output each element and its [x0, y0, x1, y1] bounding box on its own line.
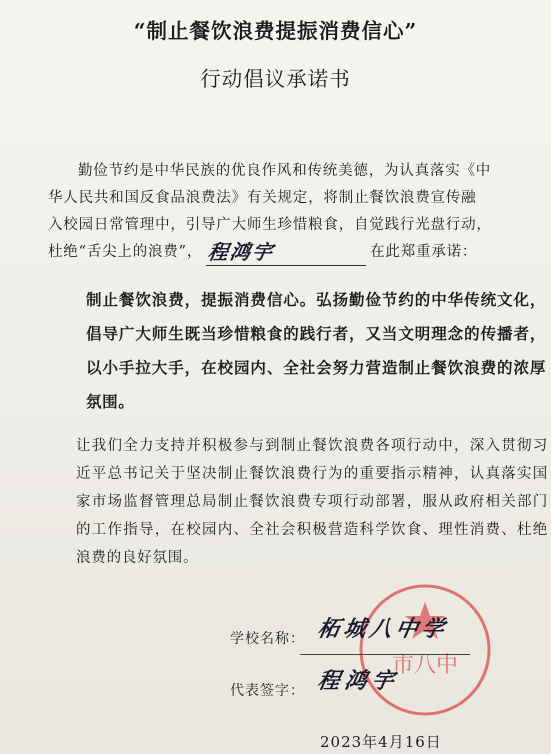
intro-line-2: 华人民共和国反食品浪费法》有关规定，将制止餐饮浪费宣传融: [48, 190, 477, 206]
representative-signature: 程鸿宇: [315, 668, 402, 694]
intro-line-1: 勤俭节约是中华民族的优良作风和传统美德，为认真落实《中: [78, 163, 492, 179]
intro-line-3: 入校园日常管理中，引导广大师生珍惜粮食，自觉践行光盘行动，: [48, 217, 492, 233]
representative-signature-label: 代表签字：: [230, 683, 305, 699]
document-date: 2023年4月16日: [320, 733, 442, 751]
intro-paragraph: [48, 158, 518, 266]
inline-handwritten-signature: 程鸿宇: [206, 240, 277, 264]
intro-line-4: [48, 239, 518, 266]
document-title: “制止餐饮浪费提振消费信心”: [133, 19, 418, 43]
intro-line-4-end: 在此郑重承诺：: [370, 244, 478, 260]
intro-line-4-start: 杜绝“舌尖上的浪费”，: [48, 244, 203, 260]
inline-signature-field: [206, 240, 366, 266]
document-subtitle: 行动倡议承诺书: [200, 67, 351, 91]
school-name-handwriting: 柘城八中学: [315, 616, 451, 642]
school-name-label: 学校名称：: [230, 631, 305, 647]
school-name-underline: [300, 654, 470, 655]
commitment-paragraph: 制止餐饮浪费，提振消费信心。弘扬勤俭节约的中华传统文化，倡导广大师生既当珍惜粮食的践行者，又当文明理念的传播者，以小手拉大手，在校园内、全社会努力营造制止餐饮浪费的浓厚氛围。: [86, 290, 546, 411]
official-seal: [355, 580, 495, 720]
closing-paragraph: 让我们全力支持并积极参与到制止餐饮浪费各项行动中，深入贯彻习近平总书记关于坚决制止餐饮浪费行为的重要指示精神，认真落实国家市场监督管理总局制止餐饮浪费专项行动部署，服从政府相关部门的工作指导，在校园内、全社会积极营造科学饮食、理性消费、杜绝浪费的良好氛围。: [76, 438, 548, 566]
seal-text: 市八中: [391, 653, 459, 678]
